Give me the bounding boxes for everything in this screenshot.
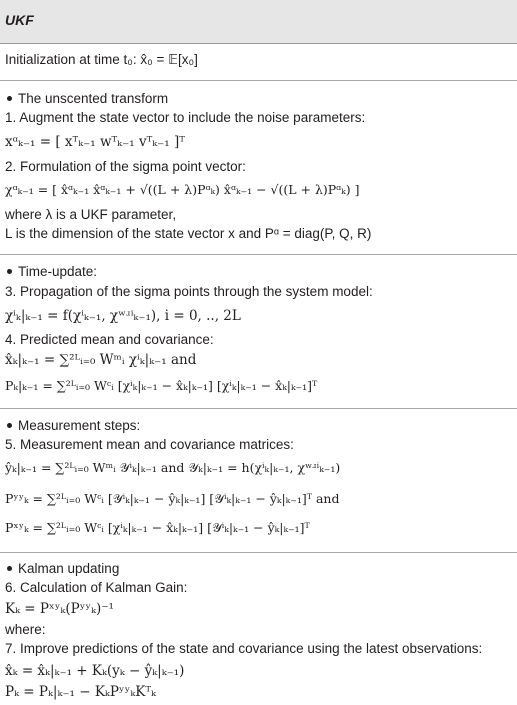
initialization-line: Initialization at time t₀: x̂₀ = 𝔼[x₀] [5, 52, 198, 67]
unscented-heading-text: The unscented transform [18, 91, 169, 106]
table-title: UKF [5, 12, 34, 28]
equation-augmented-state: xᵅₖ₋₁ = [ xᵀₖ₋₁ wᵀₖ₋₁ vᵀₖ₋₁ ]ᵀ [5, 134, 185, 150]
divider [0, 80, 517, 81]
section-heading-measurement [5, 418, 140, 434]
measurement-heading-text: Measurement steps: [18, 418, 141, 433]
section-heading-unscented [5, 91, 168, 107]
equation-state-update: x̂ₖ = x̂ₖ|ₖ₋₁ + Kₖ(yₖ − ŷₖ|ₖ₋₁) [5, 663, 185, 679]
kalman-heading-text: Kalman updating [18, 561, 120, 576]
where-dimension: L is the dimension of the state vector x and Pᵅ = diag(P, Q, R) [5, 226, 372, 241]
section-heading-kalman [5, 561, 119, 577]
equation-sigma-points: χᵅₖ₋₁ = [ x̂ᵅₖ₋₁ x̂ᵅₖ₋₁ + √((L + λ)Pᵅₖ) x̂ᵅₖ₋₁ − √((L + λ)Pᵅₖ) ] [5, 182, 360, 197]
equation-covariance-update: Pₖ = Pₖ|ₖ₋₁ − KₖPʸʸₖKᵀₖ [5, 684, 156, 700]
bullet-icon [7, 423, 12, 428]
step-3: 3. Propagation of the sigma points through the system model: [5, 284, 373, 299]
step-2: 2. Formulation of the sigma point vector: [5, 159, 246, 174]
equation-kalman-gain: Kₖ = Pˣʸₖ(Pʸʸₖ)⁻¹ [5, 601, 114, 617]
divider [0, 254, 517, 255]
bullet-icon [7, 96, 12, 101]
divider [0, 408, 517, 409]
table-header [0, 0, 517, 44]
step-1: 1. Augment the state vector to include the noise parameters: [5, 110, 366, 125]
equation-cross-covariance: Pˣʸₖ = ∑²ᴸᵢ₌₀ Wᶜᵢ [χⁱₖ|ₖ₋₁ − x̂ₖ|ₖ₋₁] [𝒴ⁱₖ|ₖ₋₁ − ŷₖ|ₖ₋₁]ᵀ [5, 520, 310, 535]
where-label: where: [5, 622, 46, 637]
divider [0, 552, 517, 553]
equation-propagation: χⁱₖ|ₖ₋₁ = f(χⁱₖ₋₁, χʷʴⁱₖ₋₁), i = 0, .., 2L [5, 308, 241, 324]
where-lambda: where λ is a UKF parameter, [5, 207, 177, 222]
equation-predicted-mean: x̂ₖ|ₖ₋₁ = ∑²ᴸᵢ₌₀ Wᵐᵢ χⁱₖ|ₖ₋₁ and [5, 352, 197, 368]
equation-predicted-covariance: Pₖ|ₖ₋₁ = ∑²ᴸᵢ₌₀ Wᶜᵢ [χⁱₖ|ₖ₋₁ − x̂ₖ|ₖ₋₁] [χⁱₖ|ₖ₋₁ − x̂ₖ|ₖ₋₁]ᵀ [5, 378, 318, 393]
step-6: 6. Calculation of Kalman Gain: [5, 580, 188, 595]
equation-measurement-covariance: Pʸʸₖ = ∑²ᴸᵢ₌₀ Wᶜᵢ [𝒴ⁱₖ|ₖ₋₁ − ŷₖ|ₖ₋₁] [𝒴ⁱₖ|ₖ₋₁ − ŷₖ|ₖ₋₁]ᵀ and [5, 491, 340, 506]
equation-measurement-mean: ŷₖ|ₖ₋₁ = ∑²ᴸᵢ₌₀ Wᵐᵢ 𝒴ⁱₖ|ₖ₋₁ and 𝒴ₖ|ₖ₋₁ = h(χⁱₖ|ₖ₋₁, χʷʴⁱₖ₋₁) [5, 460, 341, 475]
bullet-icon [7, 269, 12, 274]
step-5: 5. Measurement mean and covariance matrices: [5, 437, 294, 452]
step-4: 4. Predicted mean and covariance: [5, 332, 214, 347]
step-7: 7. Improve predictions of the state and covariance using the latest observations: [5, 641, 483, 656]
bullet-icon [7, 566, 12, 571]
time-update-heading-text: Time-update: [18, 264, 98, 279]
section-heading-time-update [5, 264, 97, 280]
